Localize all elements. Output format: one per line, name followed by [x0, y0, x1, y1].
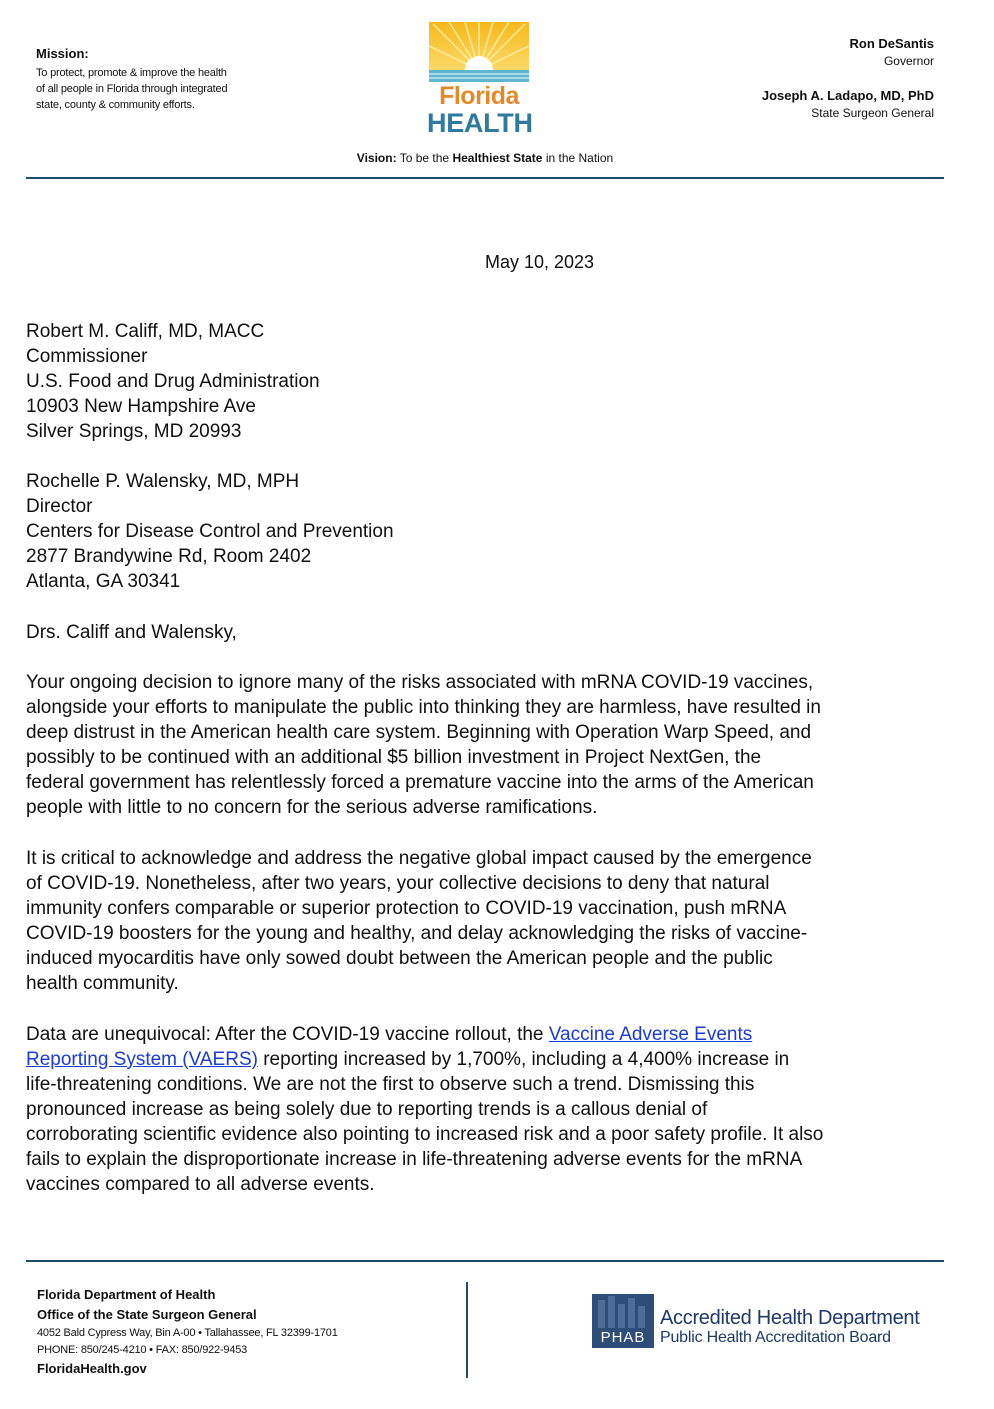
logo-word-florida: Florida [439, 82, 519, 110]
vision-label: Vision: [356, 151, 397, 165]
phab-letters: PHAB [600, 1329, 646, 1346]
paragraph-line: vaccines compared to all adverse events. [26, 1174, 375, 1195]
footer-dept: Florida Department of Health [37, 1287, 216, 1302]
florida-health-logo [427, 22, 531, 138]
surgeon-general-title: State Surgeon General [811, 106, 934, 120]
header-divider [26, 177, 944, 179]
paragraph-line: It is critical to acknowledge and address the negative global impact caused by the emergence [26, 848, 812, 869]
governor-name: Ron DeSantis [849, 36, 934, 51]
paragraph-line: federal government has relentlessly forced a premature vaccine into the arms of the American [26, 772, 814, 793]
address-line: Robert M. Califf, MD, MACC [26, 321, 265, 342]
recipient-address-cdc [26, 469, 394, 594]
mission-title: Mission: [36, 46, 89, 61]
governor-title: Governor [883, 54, 934, 68]
paragraph-2 [26, 846, 946, 996]
vaers-link[interactable]: Vaccine Adverse Events [548, 1024, 753, 1045]
paragraph-text: reporting increased by 1,700%, including a 4,400% increase in [257, 1049, 790, 1070]
paragraph-line: health community. [26, 973, 179, 994]
paragraph-line: of COVID-19. Nonetheless, after two years, your collective decisions to deny that natural [26, 873, 770, 894]
address-line: Director [26, 496, 93, 517]
footer-phone: PHONE: 850/245-4210 • FAX: 850/922-9453 [37, 1344, 248, 1356]
paragraph-1 [26, 670, 946, 820]
letter-date: May 10, 2023 [485, 252, 595, 272]
mission-statement [36, 46, 276, 113]
paragraph-line [26, 1022, 946, 1047]
footer-website[interactable]: FloridaHealth.gov [37, 1361, 147, 1376]
officials-block [634, 36, 934, 122]
address-line: 10903 New Hampshire Ave [26, 396, 256, 417]
address-line: Commissioner [26, 346, 148, 367]
paragraph-line: Your ongoing decision to ignore many of the risks associated with mRNA COVID-19 vaccines, [26, 672, 814, 693]
vision-text-post: in the Nation [545, 151, 614, 165]
paragraph-3 [26, 1022, 946, 1197]
vision-statement [0, 151, 970, 165]
sun-logo-icon [427, 22, 531, 84]
paragraph-line: induced myocarditis have only sowed doubt between the American people and the public [26, 948, 773, 969]
salutation: Drs. Califf and Walensky, [26, 622, 237, 643]
paragraph-line: pronounced increase as being solely due to reporting trends is a callous denial of [26, 1099, 708, 1120]
mission-line: of all people in Florida through integrated [36, 83, 228, 95]
paragraph-line: COVID-19 boosters for the young and healthy, and delay acknowledging the risks of vaccine- [26, 923, 808, 944]
logo-word-health: HEALTH [427, 108, 533, 138]
paragraph-line: life-threatening conditions. We are not the first to observe such a trend. Dismissing this [26, 1074, 755, 1095]
paragraph-line: fails to explain the disproportionate increase in life-threatening adverse events for the mRNA [26, 1149, 803, 1170]
phab-logo-icon [592, 1294, 654, 1348]
mission-line: To protect, promote & improve the health [36, 67, 227, 79]
footer-office: Office of the State Surgeon General [37, 1307, 257, 1322]
address-line: U.S. Food and Drug Administration [26, 371, 320, 392]
vision-text-pre: To be the [399, 151, 450, 165]
phab-title: Accredited Health Department [660, 1307, 920, 1329]
paragraph-line: alongside your efforts to manipulate the public into thinking they are harmless, have resulted in [26, 697, 821, 718]
footer-address: 4052 Bald Cypress Way, Bin A-00 • Tallahassee, FL 32399-1701 [37, 1327, 338, 1339]
address-line: Atlanta, GA 30341 [26, 571, 181, 592]
footer-contact [37, 1285, 437, 1379]
paragraph-line: immunity confers comparable or superior protection to COVID-19 vaccination, push mRNA [26, 898, 787, 919]
paragraph-line [26, 1047, 946, 1072]
mission-line: state, county & community efforts. [36, 99, 195, 111]
address-line: Silver Springs, MD 20993 [26, 421, 242, 442]
paragraph-line: people with little to no concern for the serious adverse ramifications. [26, 797, 598, 818]
paragraph-text: Data are unequivocal: After the COVID-19 vaccine rollout, the [26, 1024, 549, 1045]
paragraph-line: deep distrust in the American health care system. Beginning with Operation Warp Speed, and [26, 722, 812, 743]
address-line: Centers for Disease Control and Prevention [26, 521, 394, 542]
address-line: 2877 Brandywine Rd, Room 2402 [26, 546, 312, 567]
vaers-link-continued[interactable]: Reporting System (VAERS) [26, 1049, 258, 1070]
vision-text-bold: Healthiest State [452, 151, 543, 165]
recipient-address-fda [26, 319, 320, 444]
footer-divider-line [26, 1260, 944, 1262]
paragraph-line: corroborating scientific evidence also pointing to increased risk and a poor safety profile. It also [26, 1124, 824, 1145]
address-line: Rochelle P. Walensky, MD, MPH [26, 471, 300, 492]
footer-vertical-divider [466, 1282, 468, 1378]
phab-bars-icon [592, 1294, 654, 1328]
phab-subtitle: Public Health Accreditation Board [660, 1329, 891, 1346]
paragraph-line: possibly to be continued with an additional $5 billion investment in Project NextGen, the [26, 747, 762, 768]
surgeon-general-name: Joseph A. Ladapo, MD, PhD [761, 88, 934, 103]
